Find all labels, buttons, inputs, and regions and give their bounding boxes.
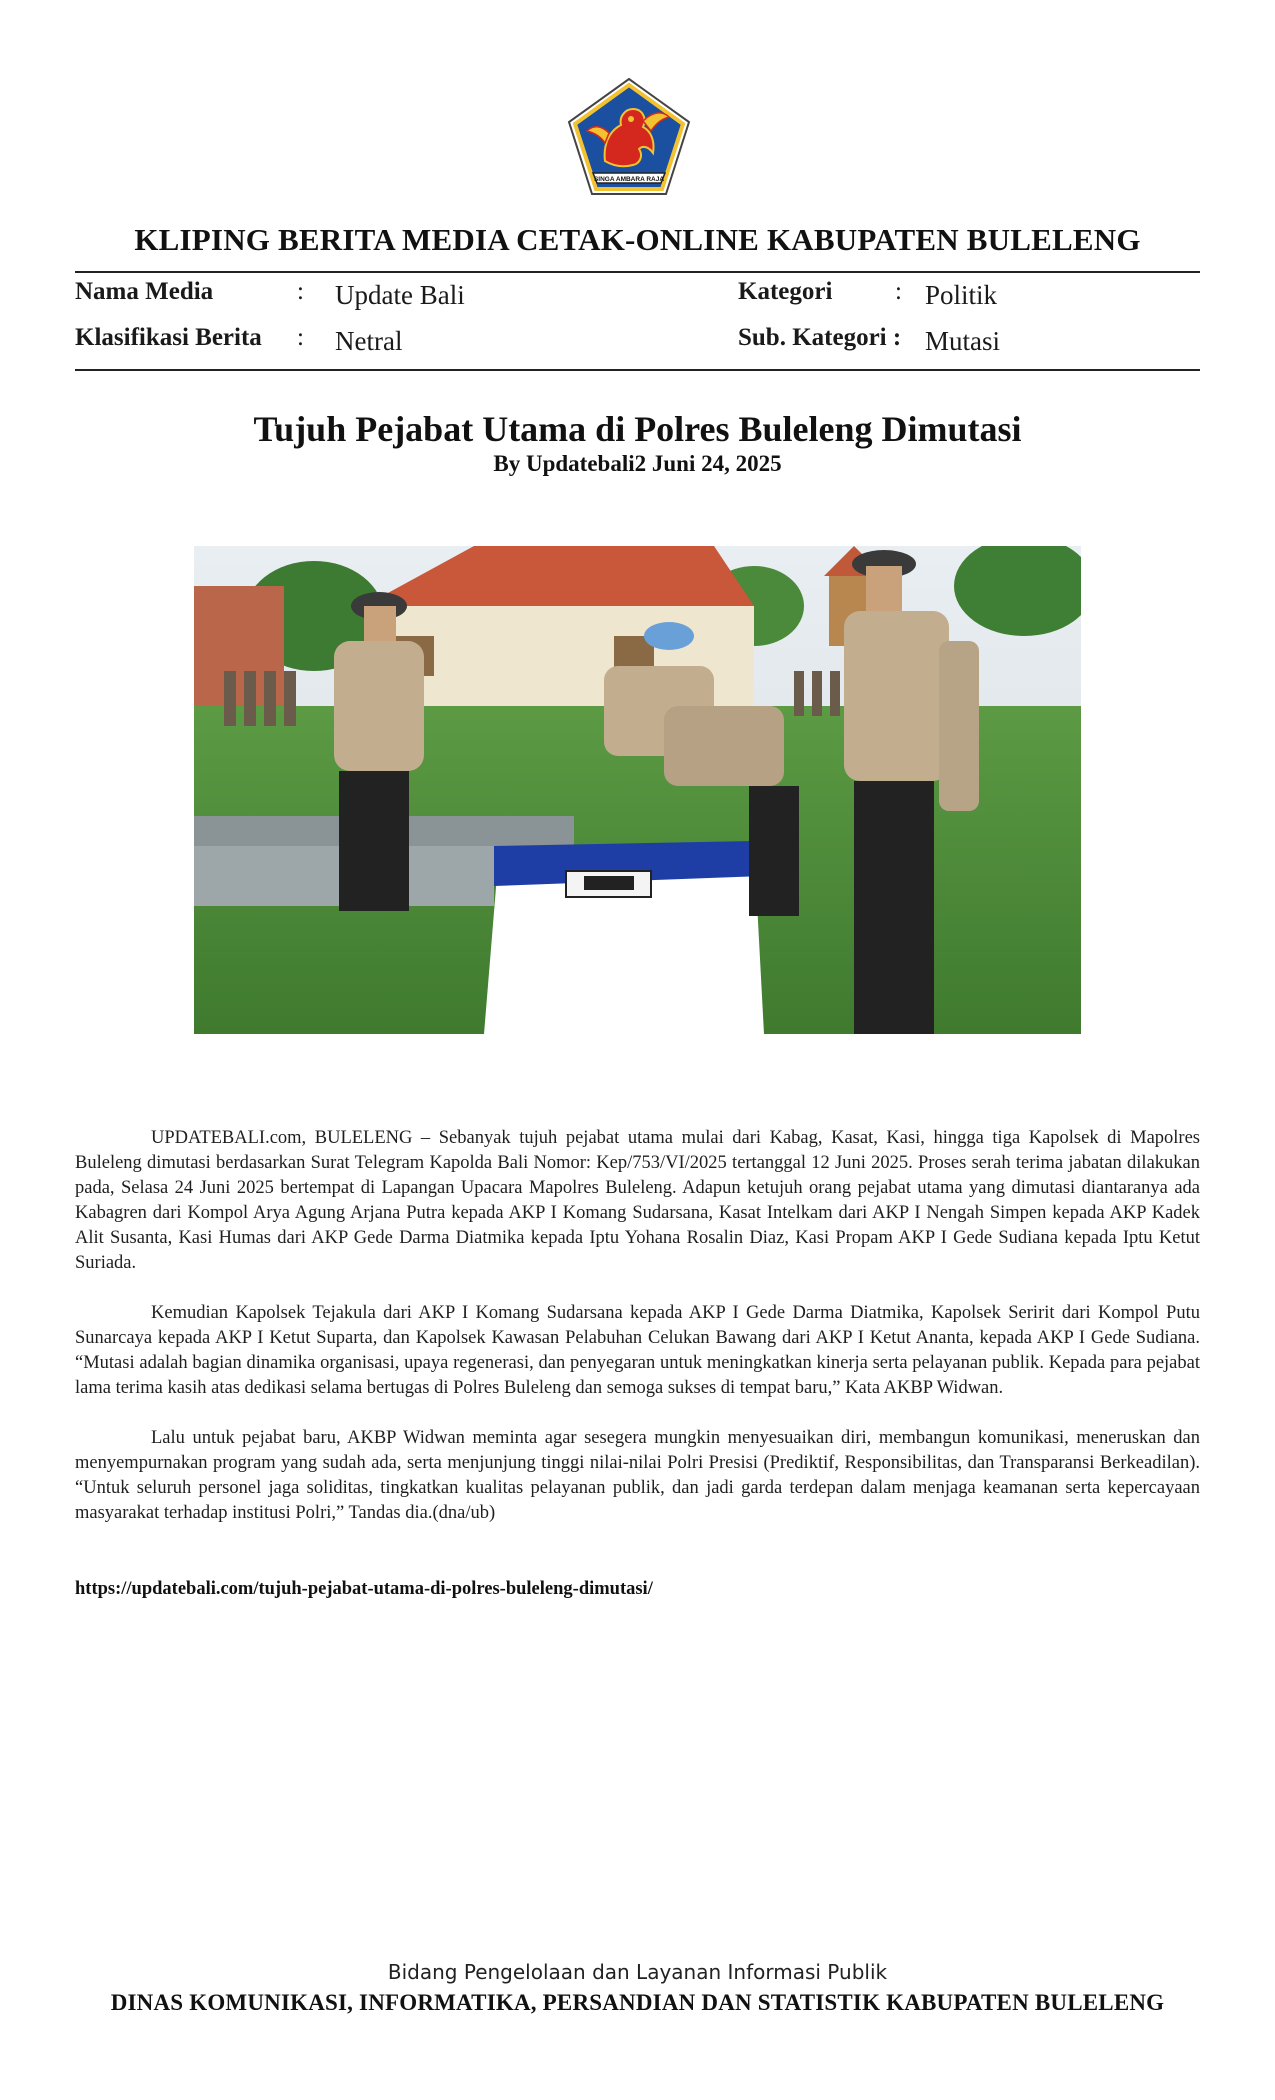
- category-label: Kategori: [738, 278, 833, 305]
- category-value: Politik: [925, 280, 998, 310]
- article-paragraph: UPDATEBALI.com, BULELENG – Sebanyak tujuh pejabat utama mulai dari Kabag, Kasat, Kasi, hingga tiga Kapolsek di Mapolres Buleleng dimutasi berdasarkan Surat Telegram Kapolda Bali Nomor: Kep/753/VI/2025 tertanggal 12 Juni 2025. Proses serah terima jabatan dilakukan pada, Selasa 24 Juni 2025 bertempat di Lapangan Upacara Mapolres Buleleng. Adapun ketujuh orang pejabat utama yang dimutasi diantaranya ada Kabagren dari Kompol Arya Agung Arjana Putra kepada AKP I Komang Sudarsana, Kasat Intelkam dari AKP I Nengah Simpen kepada AKP Kadek Alit Susanta, Kasi Humas dari AKP Gede Darma Diatmika kepada Iptu Yohana Rosalin Diaz, Kasi Propam AKP I Gede Sudiana kepada Iptu Ketut Suriada.: [75, 1128, 1200, 1273]
- article-byline: By Updatebali2 Juni 24, 2025: [493, 451, 782, 476]
- classification-colon: :: [297, 324, 304, 351]
- classification-value: Netral: [335, 326, 403, 356]
- media-name-value: Update Bali: [335, 280, 465, 310]
- footer-agency: DINAS KOMUNIKASI, INFORMATIKA, PERSANDIAN DAN STATISTIK KABUPATEN BULELENG: [110, 1990, 1165, 2015]
- subcategory-value: Mutasi: [925, 326, 1001, 356]
- article-title: Tujuh Pejabat Utama di Polres Buleleng Dimutasi: [253, 409, 1022, 449]
- article-paragraph: Lalu untuk pejabat baru, AKBP Widwan meminta agar sesegera mungkin menyesuaikan diri, membangun komunikasi, meneruskan dan menyempurnakan program yang sudah ada, serta menjunjung tinggi nilai-nilai Polri Presisi (Prediktif, Responsibilitas, dan Transparansi Berkeadilan). “Untuk seluruh personel jaga soliditas, tingkatkan kualitas pelayanan publik, dan jadi garda terdepan dalam menjaga keamanan serta kepercayaan masyarakat terhadap institusi Polri,” Tandas dia.(dna/ub): [75, 1428, 1200, 1523]
- source-url-link[interactable]: https://updatebali.com/tujuh-pejabat-utama-di-polres-buleleng-dimutasi/: [75, 1579, 653, 1599]
- meta-row-media: [75, 278, 1200, 318]
- clipping-header-title: KLIPING BERITA MEDIA CETAK-ONLINE KABUPATEN BULELENG: [134, 222, 1141, 257]
- header-divider-top: [75, 271, 1200, 273]
- footer-department: Bidang Pengelolaan dan Layanan Informasi Publik: [387, 1960, 888, 1984]
- classification-label: Klasifikasi Berita: [75, 324, 262, 351]
- news-photo: [194, 546, 1081, 1034]
- media-name-label: Nama Media: [75, 278, 214, 305]
- media-name-colon: :: [297, 278, 304, 305]
- regency-emblem-icon: [563, 75, 695, 199]
- subcategory-label: Sub. Kategori :: [738, 324, 902, 351]
- header-divider-bottom: [75, 369, 1200, 371]
- emblem-ribbon-text: SINGA AMBARA RAJA: [593, 176, 665, 183]
- meta-row-classification: [75, 324, 1200, 364]
- article-body: [75, 1126, 1200, 1551]
- article-paragraph: Kemudian Kapolsek Tejakula dari AKP I Komang Sudarsana kepada AKP I Gede Darma Diatmika, Kapolsek Seririt dari Kompol Putu Sunarcaya kepada AKP I Ketut Suparta, dan Kapolsek Kawasan Pelabuhan Celukan Bawang dari AKP I Ketut Ananta, kepada AKP I Gede Sudiana. “Mutasi adalah bagian dinamika organisasi, upaya regenerasi, dan penyegaran untuk meningkatkan kinerja serta pelayanan publik. Kepada para pejabat lama terima kasih atas dedikasi selama bertugas di Polres Buleleng dan semoga sukses di tempat baru,” Kata AKBP Widwan.: [75, 1303, 1200, 1398]
- category-colon: :: [895, 278, 902, 305]
